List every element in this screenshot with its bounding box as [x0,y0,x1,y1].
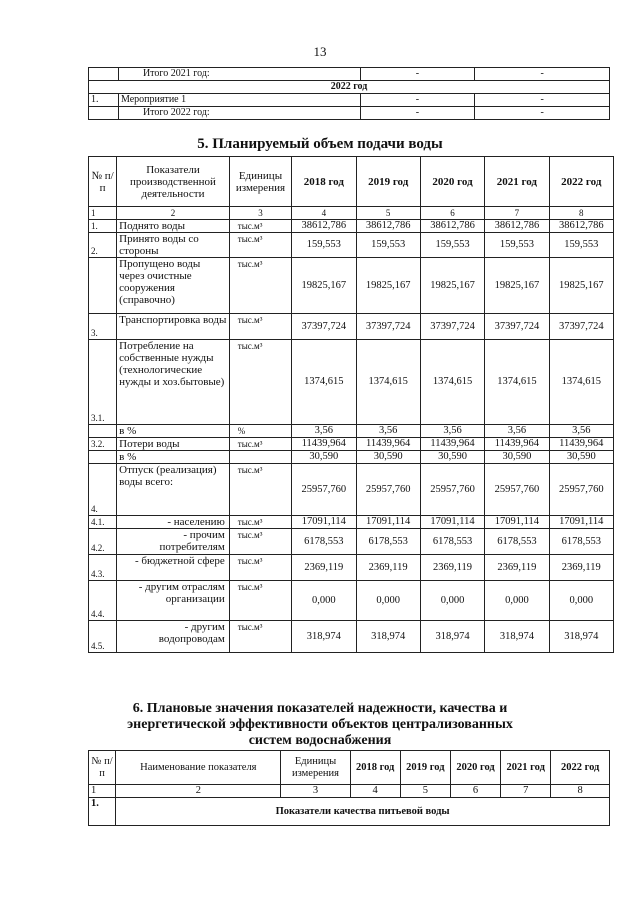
unit-cell: тыс.м³ [229,233,291,258]
indicator-name: Пропущено воды через очистные сооружения (справочно) [117,258,230,314]
row-number: 4.5. [89,621,117,653]
indicator-name: Поднято воды [117,220,230,233]
table-row [89,438,614,451]
unit-cell: % [229,425,291,438]
indicator-name: Потребление на собственные нужды (технологические нужды и хоз.бытовые) [117,340,230,425]
value-cell: 159,553 [485,233,549,258]
indicator-name: Принято воды со стороны [117,233,230,258]
value-cell: 0,000 [549,581,613,621]
unit-cell: тыс.м³ [229,581,291,621]
value-cell: 318,974 [485,621,549,653]
measure-label: Мероприятие 1 [118,94,360,107]
table-row [89,340,614,425]
value-cell: 3,56 [292,425,356,438]
table-row [89,516,614,529]
indicator-name: - другим отраслям организации [117,581,230,621]
value-cell: 6178,553 [485,529,549,555]
table-row [89,425,614,438]
value-cell: 37397,724 [549,314,613,340]
value-cell: 37397,724 [420,314,484,340]
table-row [89,68,610,81]
value-cell: 30,590 [292,451,356,464]
col-header-unit: Единицы измерения [229,157,291,207]
value-cell: 38612,786 [485,220,549,233]
total-2021-label: Итого 2021 год: [118,68,360,81]
section-6-title-line2: энергетической эффективности объектов централизованных [127,717,513,732]
value-cell: 11439,964 [485,438,549,451]
total-2022-label: Итого 2022 год: [118,107,360,120]
indicator-name: Отпуск (реализация) воды всего: [117,464,230,516]
unit-cell: тыс.м³ [229,621,291,653]
row-number: 1. [89,94,119,107]
col-header-2022: 2022 год [549,157,613,207]
value-cell: 159,553 [356,233,420,258]
row-number: 1. [89,220,117,233]
indicator-name: в % [117,451,230,464]
table-row [89,220,614,233]
value-cell: 11439,964 [549,438,613,451]
value-cell: 25957,760 [549,464,613,516]
column-number: 1 [89,207,117,220]
value-cell: 1374,615 [356,340,420,425]
row-number: 2. [89,233,117,258]
column-number: 7 [501,785,551,798]
value-cell: 19825,167 [356,258,420,314]
value-cell: 37397,724 [356,314,420,340]
table-row [89,581,614,621]
value-cell: 6178,553 [420,529,484,555]
value-cell: 318,974 [292,621,356,653]
value-cell: 19825,167 [485,258,549,314]
value-cell: 25957,760 [420,464,484,516]
col-header-indicator: Наименование показателя [116,751,281,785]
dash-cell: - [475,107,610,120]
column-number: 6 [450,785,500,798]
table-row [89,107,610,120]
value-cell: 1374,615 [420,340,484,425]
value-cell: 30,590 [549,451,613,464]
unit-cell: тыс.м³ [229,340,291,425]
column-number: 6 [420,207,484,220]
header-row [89,157,614,207]
col-header-unit: Единицы измерения [281,751,350,785]
indicator-name: - бюджетной сфере [117,555,230,581]
value-cell: 2369,119 [485,555,549,581]
value-cell: 37397,724 [485,314,549,340]
value-cell: 17091,114 [549,516,613,529]
value-cell: 6178,553 [356,529,420,555]
value-cell: 3,56 [356,425,420,438]
column-number: 7 [485,207,549,220]
value-cell: 0,000 [420,581,484,621]
row-number [89,451,117,464]
top-fragment-table [88,67,610,120]
value-cell: 30,590 [420,451,484,464]
water-supply-rows [89,220,614,653]
unit-cell: тыс.м³ [229,220,291,233]
row-number: 4.2. [89,529,117,555]
row-number: 3.1. [89,340,117,425]
indicator-name: - другим водопроводам [117,621,230,653]
column-number-row [89,207,614,220]
column-number: 3 [229,207,291,220]
indicator-name: Транспортировка воды [117,314,230,340]
value-cell: 1374,615 [549,340,613,425]
value-cell: 0,000 [356,581,420,621]
value-cell: 11439,964 [292,438,356,451]
col-header-num: № п/п [89,157,117,207]
value-cell: 30,590 [356,451,420,464]
value-cell: 6178,553 [292,529,356,555]
value-cell: 318,974 [549,621,613,653]
value-cell: 2369,119 [292,555,356,581]
column-number: 4 [350,785,400,798]
value-cell: 0,000 [485,581,549,621]
value-cell: 2369,119 [420,555,484,581]
dash-cell: - [360,94,475,107]
value-cell: 25957,760 [485,464,549,516]
col-header-2019: 2019 год [400,751,450,785]
value-cell: 2369,119 [356,555,420,581]
value-cell: 17091,114 [292,516,356,529]
value-cell: 37397,724 [292,314,356,340]
table-row [89,621,614,653]
value-cell: 159,553 [549,233,613,258]
section-5-title: 5. Планируемый объем подачи воды [197,136,443,152]
value-cell: 3,56 [549,425,613,438]
table-row [89,529,614,555]
row-number: 1. [89,798,116,826]
dash-cell: - [475,94,610,107]
dash-cell: - [475,68,610,81]
col-header-2018: 2018 год [350,751,400,785]
unit-cell: тыс.м³ [229,438,291,451]
unit-cell: тыс.м³ [229,314,291,340]
indicator-name: - прочим потребителям [117,529,230,555]
column-number: 5 [356,207,420,220]
value-cell: 159,553 [420,233,484,258]
value-cell: 17091,114 [485,516,549,529]
col-header-2021: 2021 год [501,751,551,785]
col-header-2020: 2020 год [450,751,500,785]
indicator-name: Потери воды [117,438,230,451]
value-cell: 0,000 [292,581,356,621]
value-cell: 38612,786 [292,220,356,233]
dash-cell: - [360,68,475,81]
column-number: 3 [281,785,350,798]
col-header-2021: 2021 год [485,157,549,207]
row-number: 4. [89,464,117,516]
col-header-2019: 2019 год [356,157,420,207]
value-cell: 6178,553 [549,529,613,555]
table-row [89,81,610,94]
value-cell: 1374,615 [292,340,356,425]
row-number: 4.4. [89,581,117,621]
header-row [89,751,610,785]
col-header-indicator: Показатели производственной деятельности [117,157,230,207]
reliability-indicators-table [88,750,610,826]
section-6-title-line3: систем водоснабжения [248,733,392,748]
value-cell: 11439,964 [420,438,484,451]
table-row [89,555,614,581]
unit-cell: тыс.м³ [229,529,291,555]
page-number: 13 [313,44,327,59]
year-2022-header: 2022 год [89,81,610,94]
section-6-title-line1: 6. Плановые значения показателей надежности, качества и [132,701,508,716]
unit-cell: тыс.м³ [229,516,291,529]
column-number: 2 [117,207,230,220]
unit-cell: тыс.м³ [229,464,291,516]
table-row [89,314,614,340]
column-number: 4 [292,207,356,220]
row-number: 3. [89,314,117,340]
col-header-num: № п/п [89,751,116,785]
table-row [89,464,614,516]
value-cell: 38612,786 [420,220,484,233]
value-cell: 318,974 [420,621,484,653]
table-row [89,233,614,258]
column-number: 8 [549,207,613,220]
value-cell: 318,974 [356,621,420,653]
row-number [89,258,117,314]
row-number: 4.3. [89,555,117,581]
col-header-2020: 2020 год [420,157,484,207]
table-row [89,94,610,107]
dash-cell: - [360,107,475,120]
value-cell: 30,590 [485,451,549,464]
value-cell: 159,553 [292,233,356,258]
col-header-2018: 2018 год [292,157,356,207]
value-cell: 17091,114 [356,516,420,529]
value-cell: 38612,786 [356,220,420,233]
value-cell: 1374,615 [485,340,549,425]
value-cell: 3,56 [420,425,484,438]
value-cell: 19825,167 [292,258,356,314]
table-row [89,798,610,826]
unit-cell: тыс.м³ [229,258,291,314]
column-number: 5 [400,785,450,798]
value-cell: 3,56 [485,425,549,438]
row-number [89,425,117,438]
col-header-2022: 2022 год [551,751,610,785]
row-number: 4.1. [89,516,117,529]
value-cell: 25957,760 [292,464,356,516]
column-number-row [89,785,610,798]
column-number: 1 [89,785,116,798]
indicator-name: в % [117,425,230,438]
column-number: 8 [551,785,610,798]
value-cell: 17091,114 [420,516,484,529]
unit-cell [229,451,291,464]
unit-cell: тыс.м³ [229,555,291,581]
column-number: 2 [116,785,281,798]
value-cell: 19825,167 [420,258,484,314]
indicator-name: - населению [117,516,230,529]
table-row [89,258,614,314]
water-supply-table [88,156,614,653]
section-row-title: Показатели качества питьевой воды [116,798,610,826]
row-number: 3.2. [89,438,117,451]
table-row [89,451,614,464]
value-cell: 2369,119 [549,555,613,581]
value-cell: 19825,167 [549,258,613,314]
section-6-title [0,701,640,749]
value-cell: 38612,786 [549,220,613,233]
value-cell: 25957,760 [356,464,420,516]
value-cell: 11439,964 [356,438,420,451]
